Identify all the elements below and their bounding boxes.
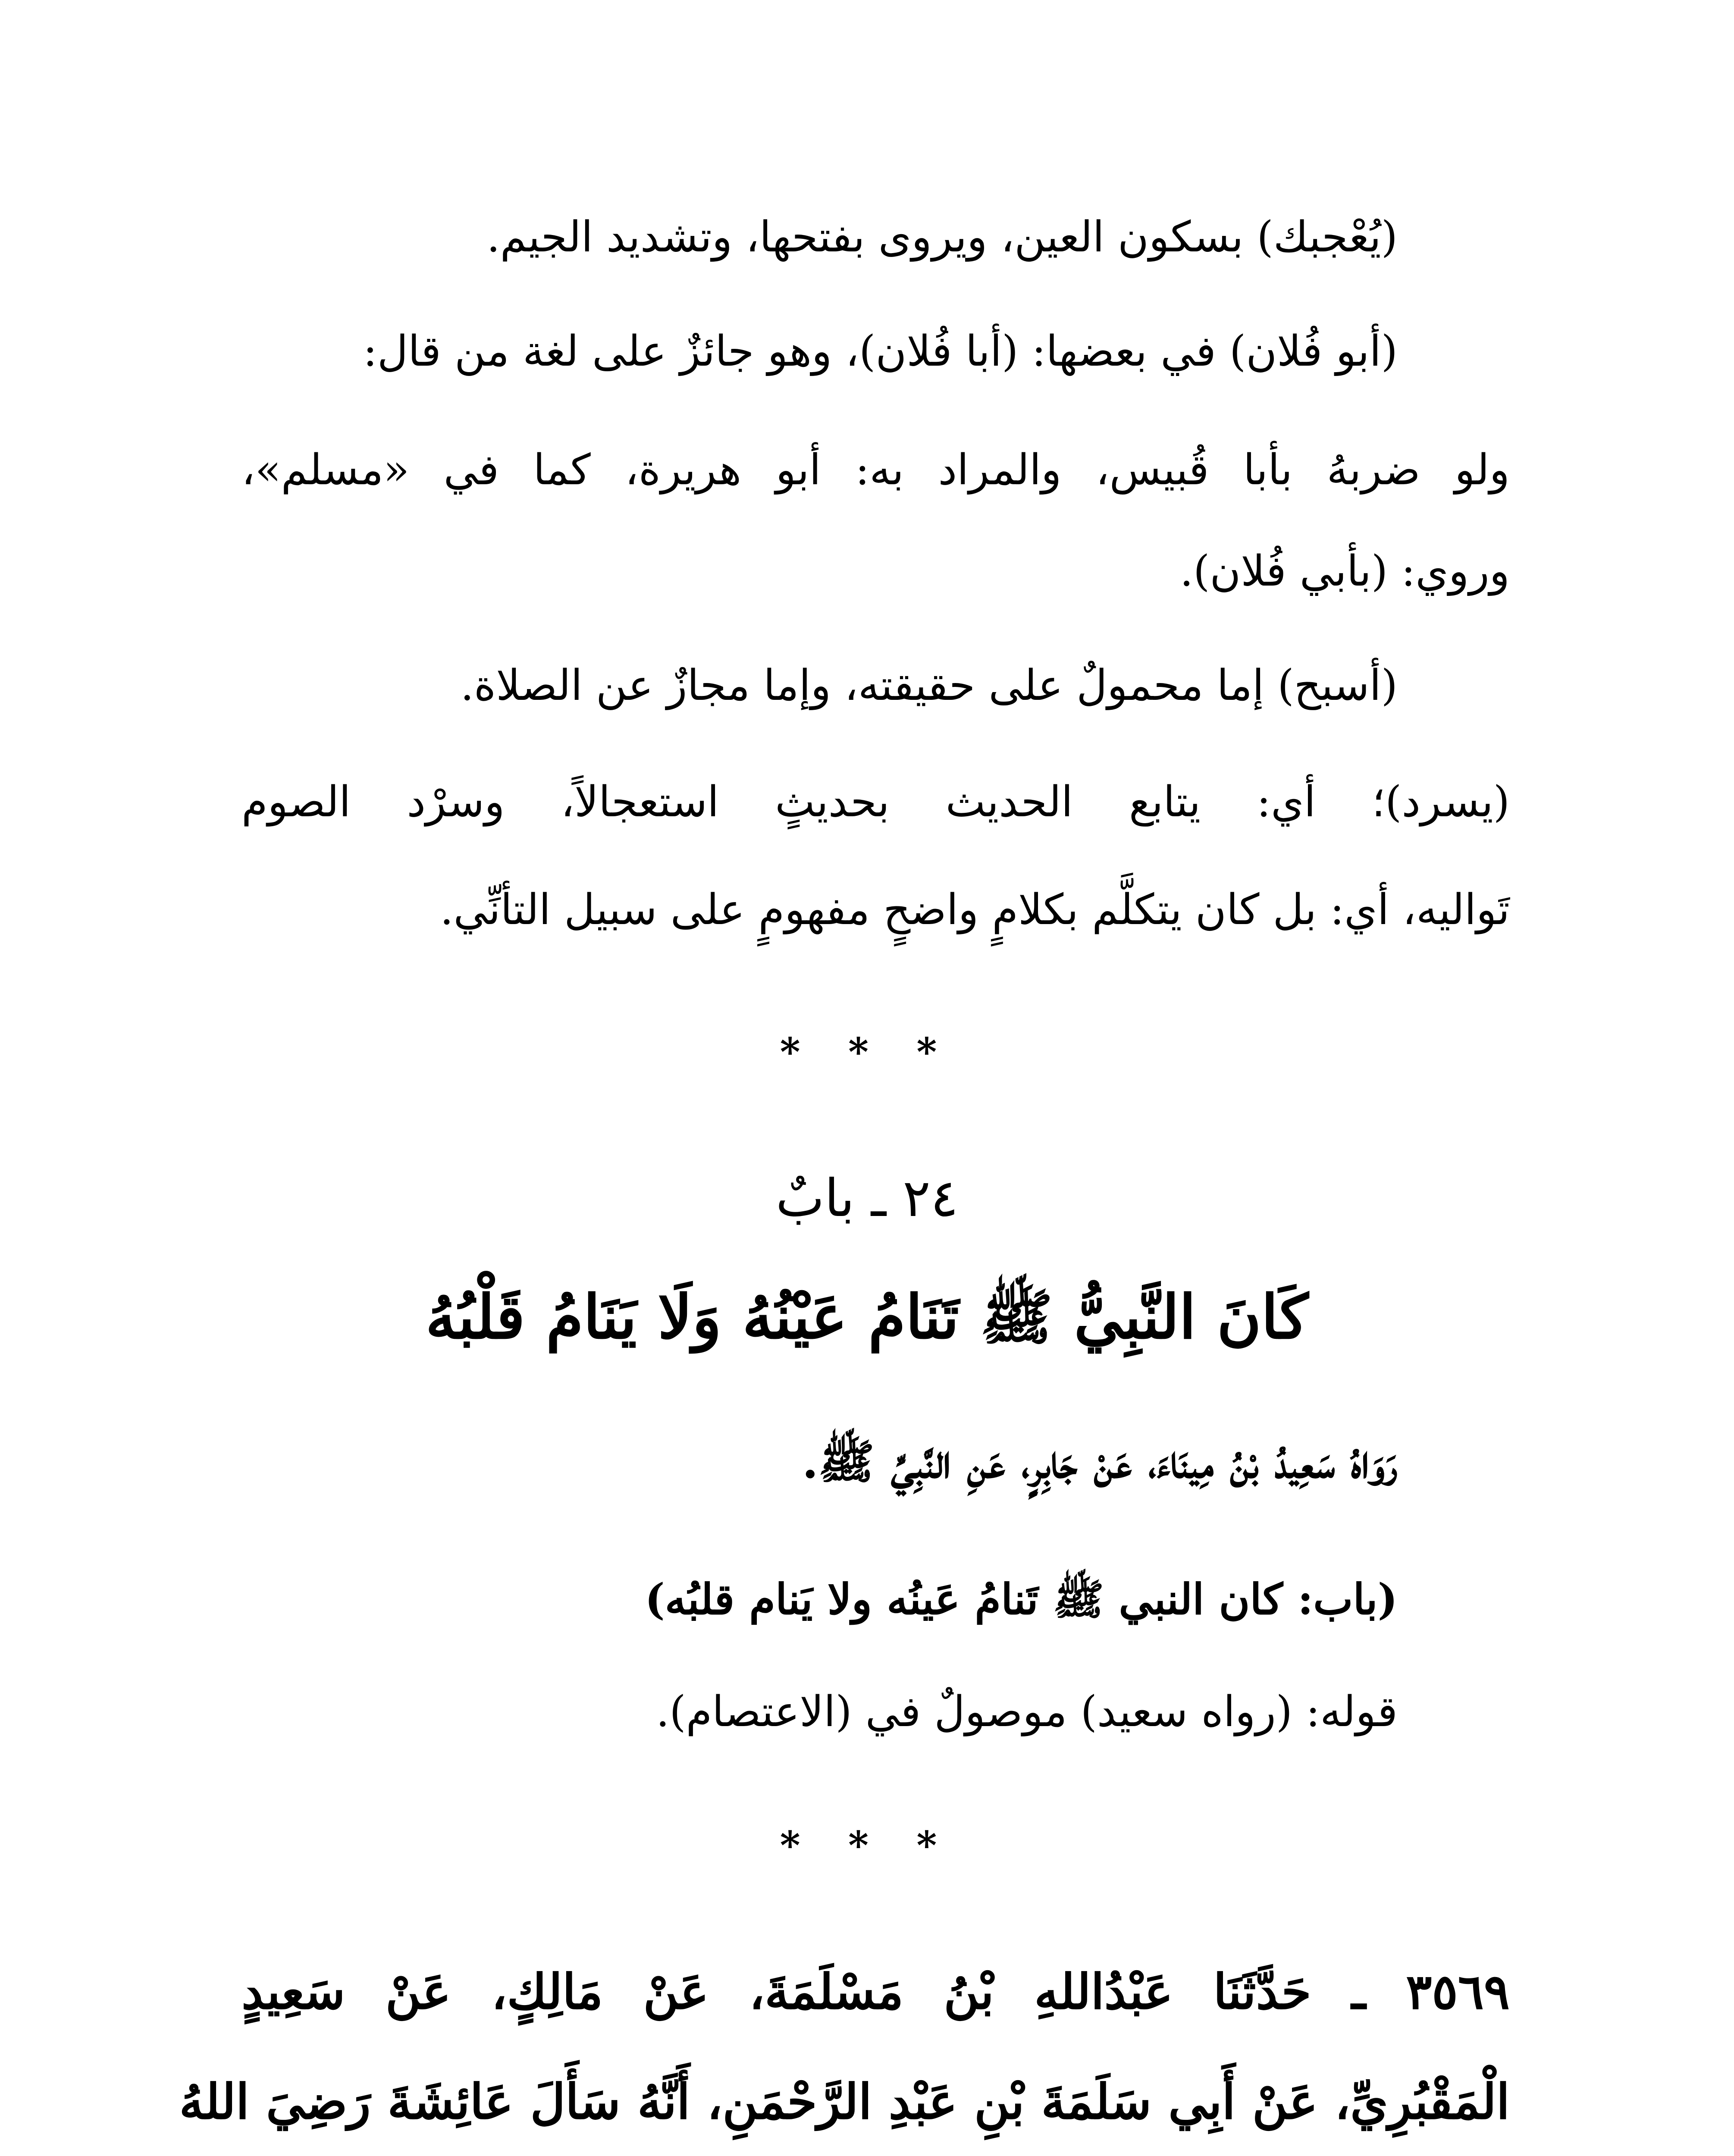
chapter-narration: رَوَاهُ سَعِيدُ بْنُ مِينَاءَ، عَنْ جَابِرٍ، عَنِ النَّبِيِّ ﷺ. — [802, 1435, 1398, 1489]
commentary-line-1: (يُعْجبك) بسكون العين، ويروى بفتحها، وتشديد الجيم. — [486, 213, 1398, 262]
section-separator-2: * * * — [780, 1823, 954, 1868]
chapter-commentary-heading: (باب: كان النبي ﷺ تَنامُ عَينُه ولا يَنام قلبُه) — [645, 1575, 1398, 1624]
commentary-line-5: (أسبح) إما محمولٌ على حقيقته، وإما مجازٌ عن الصلاة. — [460, 661, 1398, 710]
chapter-commentary-note: قوله: (رواه سعيد) موصولٌ في (الاعتصام). — [656, 1687, 1398, 1736]
hadith-line-2: الْمَقْبُرِيِّ، عَنْ أَبِي سَلَمَةَ بْنِ عَبْدِ الرَّحْمَنِ، أَنَّهُ سَأَلَ عَائِشَةَ رَضِيَ اللهُ — [179, 2074, 1510, 2130]
chapter-title: كَانَ النَّبِيُّ ﷺ تَنَامُ عَيْنُهُ وَلَا يَنَامُ قَلْبُهُ — [425, 1282, 1309, 1353]
commentary-line-7: تَواليه، أي: بل كان يتكلَّم بكلامٍ واضحٍ مفهومٍ على سبيل التأنِّي. — [440, 885, 1510, 934]
chapter-number: ٢٤ ـ بابٌ — [775, 1169, 959, 1228]
commentary-line-6: (يسرد)؛ أي: يتابع الحديث بحديثٍ استعجالاً، وسرْد الصوم — [241, 777, 1510, 827]
commentary-line-3: ولو ضربهُ بأبا قُبيس، والمراد به: أبو هريرة، كما في «مسلم»، — [241, 445, 1510, 495]
commentary-line-4: وروي: (بأبي فُلان). — [1179, 547, 1510, 596]
commentary-line-2: (أبو فُلان) في بعضها: (أبا فُلان)، وهو جائزٌ على لغة من قال: — [363, 327, 1398, 376]
section-separator-1: * * * — [780, 1029, 954, 1075]
hadith-line-1: ٣٥٦٩ ـ حَدَّثَنَا عَبْدُاللهِ بْنُ مَسْلَمَةَ، عَنْ مَالِكٍ، عَنْ سَعِيدٍ — [241, 1964, 1510, 2020]
